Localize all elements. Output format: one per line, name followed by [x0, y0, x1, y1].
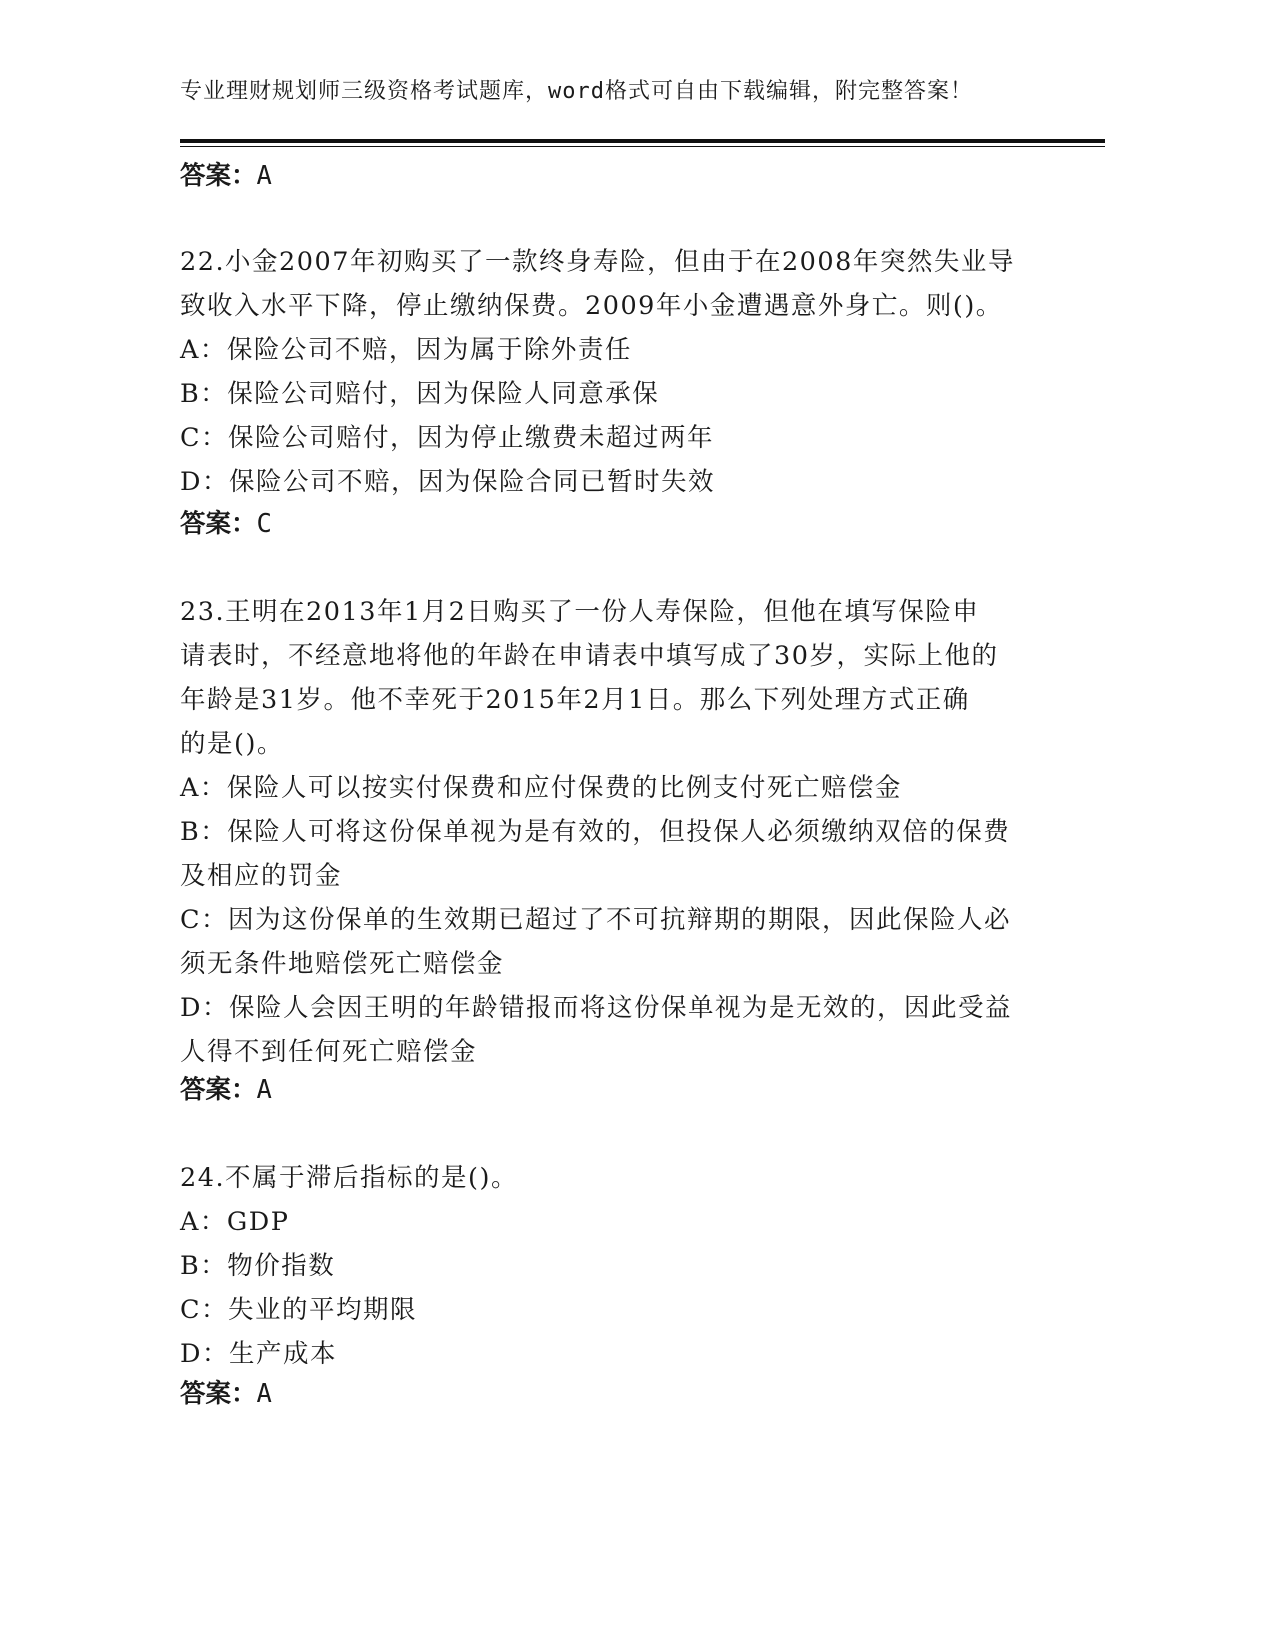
question-23-line-1: 23.王明在2013年1月2日购买了一份人寿保险，但他在填写保险申	[180, 597, 980, 627]
answer-line	[180, 156, 272, 192]
answer-label: 答案：	[180, 161, 257, 191]
header-rule-thin	[180, 146, 1105, 147]
question-23-option-d-line-2: 人得不到任何死亡赔偿金	[180, 1037, 478, 1067]
page-header: 专业理财规划师三级资格考试题库，word格式可自由下载编辑，附完整答案！	[180, 79, 973, 104]
question-24-option-a: A：GDP	[180, 1207, 290, 1237]
question-22-line-1: 22.小金2007年初购买了一款终身寿险，但由于在2008年突然失业导	[180, 247, 1015, 277]
question-22-answer	[180, 504, 272, 540]
question-23-option-d-line-1: D：保险人会因王明的年龄错报而将这份保单视为是无效的，因此受益	[180, 993, 1012, 1023]
question-23-line-2: 请表时，不经意地将他的年龄在申请表中填写成了30岁，实际上他的	[180, 641, 999, 671]
question-23-line-3: 年龄是31岁。他不幸死于2015年2月1日。那么下列处理方式正确	[180, 685, 970, 715]
question-24-answer	[180, 1374, 272, 1410]
question-22-line-2: 致收入水平下降，停止缴纳保费。2009年小金遭遇意外身亡。则()。	[180, 291, 1003, 321]
header-rule-thick	[180, 139, 1105, 143]
question-23-answer	[180, 1070, 272, 1106]
question-22-option-a: A：保险公司不赔，因为属于除外责任	[180, 335, 632, 365]
question-23-line-4: 的是()。	[180, 729, 284, 759]
answer-letter: A	[256, 1379, 272, 1409]
question-24-line-1: 24.不属于滞后指标的是()。	[180, 1163, 518, 1193]
question-24-option-d: D：生产成本	[180, 1339, 337, 1369]
question-24-option-c: C：失业的平均期限	[180, 1295, 418, 1325]
question-23-option-b-line-1: B：保险人可将这份保单视为是有效的，但投保人必须缴纳双倍的保费	[180, 817, 1011, 847]
answer-label: 答案：	[180, 1075, 257, 1105]
answer-label: 答案：	[180, 1379, 257, 1409]
question-23-option-b-line-2: 及相应的罚金	[180, 861, 343, 891]
question-22-option-b: B：保险公司赔付，因为保险人同意承保	[180, 379, 660, 409]
answer-letter: A	[256, 1075, 272, 1105]
question-22-option-c: C：保险公司赔付，因为停止缴费未超过两年	[180, 423, 715, 453]
answer-letter: C	[256, 509, 272, 539]
answer-label: 答案：	[180, 509, 257, 539]
answer-letter: A	[256, 161, 272, 191]
question-23-option-c-line-1: C：因为这份保单的生效期已超过了不可抗辩期的期限，因此保险人必	[180, 905, 1012, 935]
question-22-option-d: D：保险公司不赔，因为保险合同已暂时失效	[180, 467, 715, 497]
question-24-option-b: B：物价指数	[180, 1251, 336, 1281]
question-23-option-c-line-2: 须无条件地赔偿死亡赔偿金	[180, 949, 505, 979]
question-23-option-a: A：保险人可以按实付保费和应付保费的比例支付死亡赔偿金	[180, 773, 902, 803]
